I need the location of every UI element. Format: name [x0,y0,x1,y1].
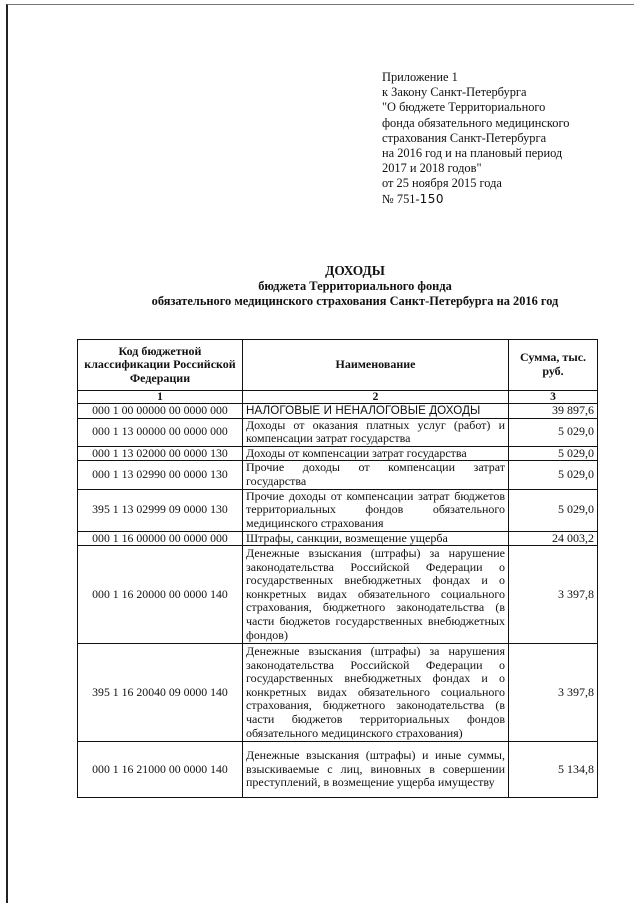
budget-code: 000 1 13 02990 00 0000 130 [78,461,243,489]
appendix-line: фонда обязательного медицинского [382,115,570,130]
column-header-name: Наименование [243,340,509,391]
appendix-line: страхования Санкт-Петербурга [382,130,547,145]
law-number [382,192,622,207]
revenue-name: Прочие доходы от компенсации затрат бюджетов территориальных фондов обязательного медицинского страхования [243,489,509,531]
revenue-name: Прочие доходы от компенсации затрат государства [243,461,509,489]
document-subtitle-line: обязательного медицинского страхования Санкт-Петербурга на 2016 год [151,294,559,309]
appendix-line: на 2016 год и на плановый период [382,146,563,161]
budget-code: 000 1 16 21000 00 0000 140 [78,742,243,798]
revenue-sum: 5 029,0 [509,489,598,531]
appendix-block [382,70,622,207]
revenue-sum: 5 029,0 [509,446,598,461]
document-heading [60,263,640,310]
appendix-line: 2017 и 2018 годов" [382,161,482,176]
revenue-table [77,339,598,798]
revenue-name: НАЛОГОВЫЕ И НЕНАЛОГОВЫЕ ДОХОДЫ [243,404,509,419]
document-title: ДОХОДЫ [325,263,385,278]
column-number: 3 [509,391,598,404]
budget-code: 395 1 13 02999 09 0000 130 [78,489,243,531]
budget-code: 395 1 16 20040 09 0000 140 [78,644,243,742]
revenue-name: Денежные взыскания (штрафы) за нарушение законодательства Российской Федерации о государственных внебюджетных фондах и о конкретных видах обязательного социального страхования, бюджетного законодательства (в части бюджетов государственных внебюджетных фондов) [243,546,509,644]
table-row [78,531,598,546]
budget-code: 000 1 00 00000 00 0000 000 [78,404,243,419]
revenue-name: Доходы от компенсации затрат государства [243,446,509,461]
table-row [78,404,598,419]
table-row [78,418,598,446]
budget-code: 000 1 16 20000 00 0000 140 [78,546,243,644]
appendix-line: к Закону Санкт-Петербурга [382,85,527,100]
budget-code: 000 1 13 00000 00 0000 000 [78,418,243,446]
revenue-sum: 39 897,6 [509,404,598,419]
revenue-name: Штрафы, санкции, возмещение ущерба [243,531,509,546]
table-row [78,742,598,798]
appendix-line: "О бюджете Территориального [382,100,546,115]
revenue-sum: 3 397,8 [509,644,598,742]
column-header-sum: Сумма, тыс. руб. [509,340,598,391]
budget-code: 000 1 13 02000 00 0000 130 [78,446,243,461]
revenue-sum: 5 029,0 [509,418,598,446]
column-number: 1 [78,391,243,404]
budget-code: 000 1 16 00000 00 0000 000 [78,531,243,546]
table-row [78,446,598,461]
appendix-line: Приложение 1 [382,70,458,84]
revenue-sum: 24 003,2 [509,531,598,546]
revenue-sum: 5 029,0 [509,461,598,489]
law-number-prefix: № 751- [382,191,420,206]
appendix-line: от 25 ноября 2015 года [382,176,502,191]
document-subtitle-line: бюджета Территориального фонда [258,278,452,293]
table-row [78,461,598,489]
column-number: 2 [243,391,509,404]
table-row [78,546,598,644]
table-row [78,644,598,742]
table-row [78,489,598,531]
law-number-handwritten: 150 [419,191,445,206]
table-column-number-row [78,391,598,404]
column-header-code: Код бюджетной классификации Российской Федерации [78,340,243,391]
revenue-name: Денежные взыскания (штрафы) за нарушения законодательства Российской Федерации о государственных внебюджетных фондах и о конкретных видах обязательного социального страхования, бюджетного законодательства (в части бюджетов территориальных фондов обязательного медицинского страхования) [243,644,509,742]
revenue-name: Доходы от оказания платных услуг (работ) и компенсации затрат государства [243,418,509,446]
revenue-sum: 5 134,8 [509,742,598,798]
revenue-sum: 3 397,8 [509,546,598,644]
revenue-name: Денежные взыскания (штрафы) и иные суммы, взыскиваемые с лиц, виновных в совершении преступлений, в возмещение ущерба имуществу [243,742,509,798]
table-header-row [78,340,598,391]
